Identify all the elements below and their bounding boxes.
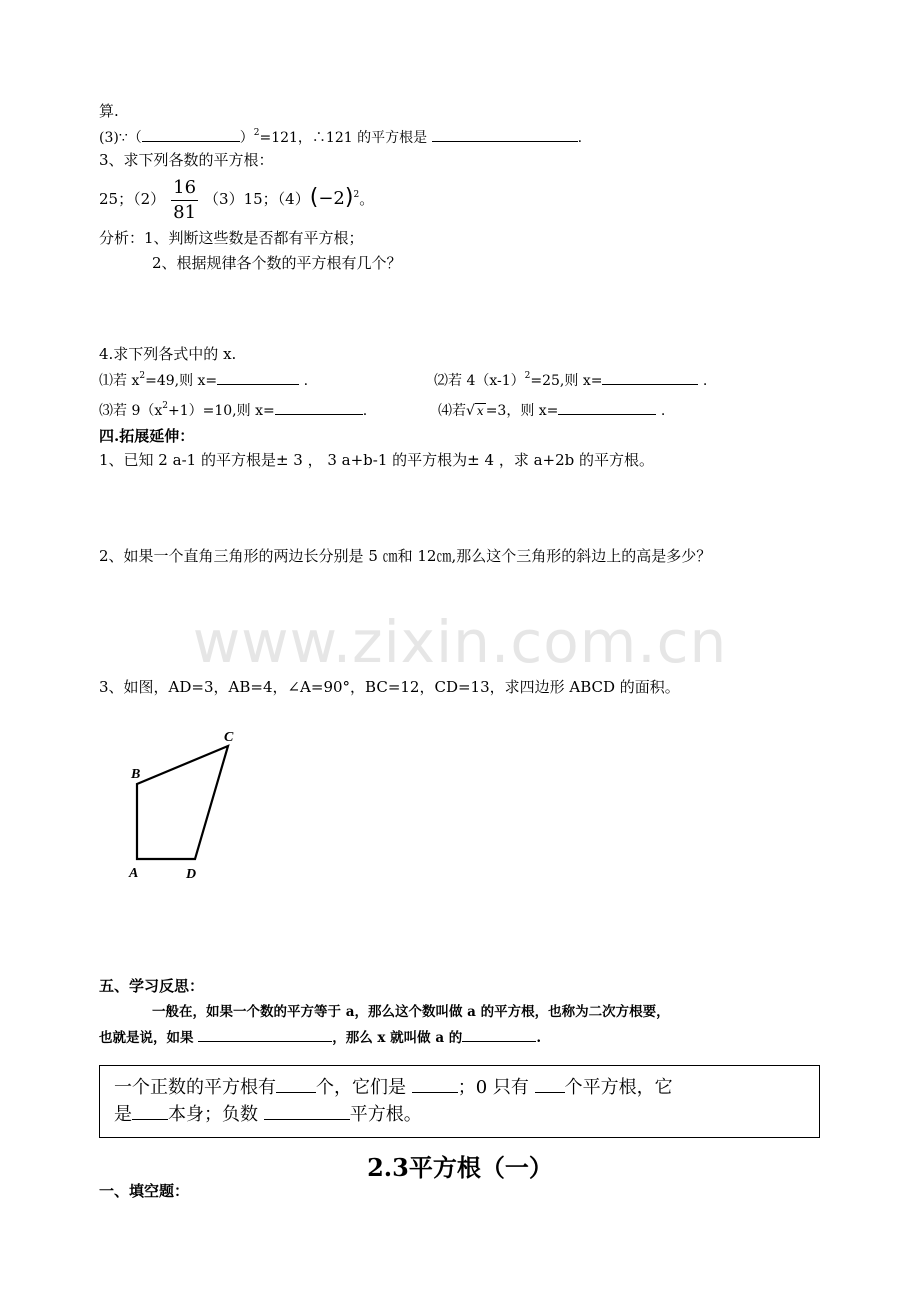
extension-question-3: 3、如图，AD=3，AB=4，∠A=90°，BC=12，CD=13，求四边形 ABCD 的面积。 [99,678,680,696]
answer-blank[interactable] [602,370,698,385]
answer-blank[interactable] [432,127,578,142]
text-line [99,101,119,121]
section-1-heading: 一、填空题： [99,1182,190,1200]
answer-blank[interactable] [462,1027,536,1042]
vertex-label-d: D [186,867,197,882]
answer-blank[interactable] [198,1027,332,1042]
quadrilateral-abcd [137,746,228,859]
answer-blank[interactable] [276,1074,316,1093]
reflection-line-2: 也就是说，如果 ，那么 x 就叫做 a 的 . [99,1027,541,1048]
answer-blank[interactable] [264,1101,350,1120]
answer-blank[interactable] [412,1074,458,1093]
reflection-line-1: 一般在，如果一个数的平方等于 a，那么这个数叫做 a 的平方根，也称为二次方根要， [152,1004,670,1020]
question-4-part-2: ⑵若 $4(x-1)^2=25$,则 x= . [434,371,708,389]
answer-blank[interactable] [535,1074,565,1093]
answer-blank[interactable] [558,400,656,415]
line-text: 算. [99,102,119,120]
watermark: www.zixin.com.cn [192,608,728,676]
extension-question-2: 2、如果一个直角三角形的两边长分别是 5 ㎝和 12㎝,那么这个三角形的斜边上的高是多少？ [99,547,712,565]
question-4-part-4: ⑷若√ x =3，则 x= . [438,400,665,421]
question-4-part-1: ⑴若 $x^2=49$,则 x= . [99,371,309,389]
summary-row-1: 一个正数的平方根有 个，它们是 ；0 只有 个平方根，它 [114,1074,805,1101]
answer-blank[interactable] [275,400,363,415]
lesson-title: 2.3平方根（一） [367,1153,553,1182]
vertex-label-b: B [131,767,141,782]
section-5-heading: 五、学习反思： [99,977,205,995]
question-3-root-line: (3)∵（ ）$^2$=121，∴121 的平方根是 . [99,128,583,146]
question-4-title: 4.求下列各式中的 x. [99,345,237,363]
summary-box [99,1065,820,1138]
answer-blank[interactable] [217,370,299,385]
question-3-items: 25；（2） $\frac{16}{81}$ （3）15；$(4)(-2)^2$。 [99,176,375,223]
summary-row-2: 是 本身；负数 平方根。 [114,1101,805,1128]
answer-blank[interactable] [132,1101,168,1120]
section-4-heading: 四.拓展延伸： [99,427,195,445]
extension-question-1: 1、已知 2 a-1 的平方根是± 3 ， 3 a+b-1 的平方根为± 4 ，求 a+2b 的平方根。 [99,451,655,469]
analysis-line-1: 分析：1、判断这些数是否都有平方根； [99,229,364,247]
answer-blank[interactable] [142,127,240,142]
square-root: √ x [466,403,484,419]
vertex-label-a: A [129,866,139,881]
fraction: $\frac{16}{81}$ [173,176,197,223]
analysis-line-2: 2、根据规律各个数的平方根有几个？ [152,254,402,272]
vertex-label-c: C [224,730,234,745]
quadrilateral-figure [120,722,260,887]
question-4-part-3: ⑶若 $9(x^2+1)=10$,则 x= . [99,401,368,419]
question-3-title: 3、求下列各数的平方根： [99,151,274,169]
